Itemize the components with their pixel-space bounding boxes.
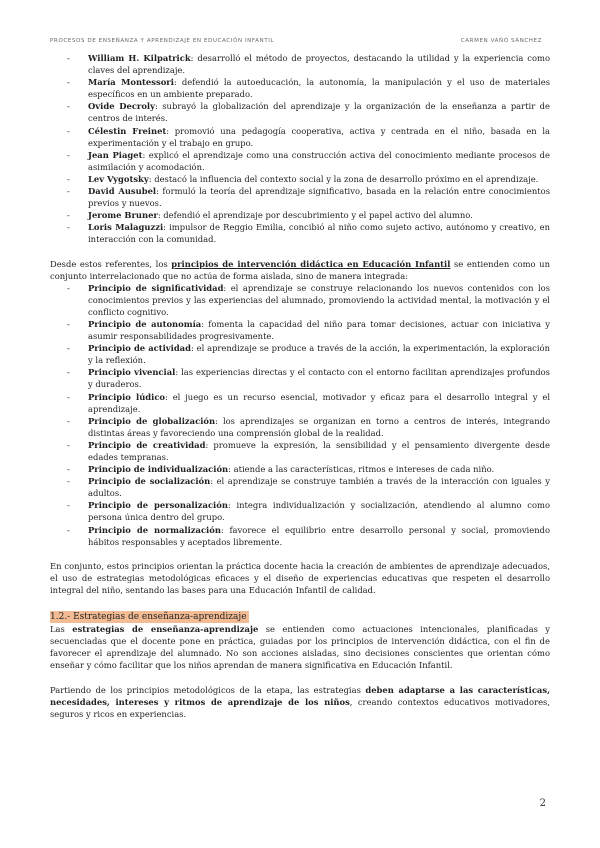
list-item: - Jean Piaget: explicó el aprendizaje como una construcción activa del conocimiento mediante procesos de asimilación y acomodación.	[50, 149, 550, 173]
section-title: 1.2.- Estrategias de enseñanza-aprendizaje	[50, 612, 247, 623]
list-item: - Principio de globalización: los aprendizajes se organizan en torno a centros de interés, integrando distintas áreas y favoreciendo una comprensión global de la realidad.	[50, 415, 550, 439]
conclusion-paragraph: En conjunto, estos principios orientan la práctica docente hacia la creación de ambientes de aprendizaje adecuados, el uso de estrategias metodológicas eficaces y el diseño de experiencias educativas que respeten el desarrollo integral del niño, sentando las bases para una Educación Infantil de calidad.	[50, 560, 550, 595]
principles-intro: Desde estos referentes, los principios de intervención didáctica en Educación Infantil se entienden como un conjunto interrelacionado que no actúa de forma aislada, sino de manera integrada:	[50, 258, 550, 281]
adaptation-emphasis: deben adaptarse a las características, necesidades, intereses y ritmos de aprendizaje de los niños	[50, 684, 550, 707]
adaptation-paragraph: Partiendo de los principios metodológicos de la etapa, las estrategias deben adaptarse a las características, necesidades, intereses y ritmos de aprendizaje de los niños, creando contextos educativos motivadores, seguros y ricos en experiencias.	[50, 684, 550, 719]
list-item: - David Ausubel: formuló la teoría del aprendizaje significativo, basada en la relación entre conocimientos previos y nuevos.	[50, 185, 550, 209]
list-item: - Principio de actividad: el aprendizaje se produce a través de la acción, la experimentación, la exploración y la reflexión.	[50, 342, 550, 366]
list-item: - Principio de personalización: integra individualización y socialización, atendiendo al alumno como persona única dentro del grupo.	[50, 499, 550, 523]
list-item: - Principio vivencial: las experiencias directas y el contacto con el entorno facilitan aprendizajes profundos y duraderos.	[50, 366, 550, 390]
list-item: - Lev Vygotsky: destacó la influencia del contexto social y la zona de desarrollo próximo en el aprendizaje.	[50, 173, 550, 185]
principles-term: principios de intervención didáctica en Educación Infantil	[171, 258, 451, 269]
list-item: - Principio de individualización: atiende a las características, ritmos e intereses de cada niño.	[50, 463, 550, 475]
list-item: - Jerome Bruner: defendió el aprendizaje por descubrimiento y el papel activo del alumno.	[50, 209, 550, 221]
list-item: - Loris Malaguzzi: impulsor de Reggio Emilia, concibió al niño como sujeto activo, autónomo y creativo, en interacción con la comunidad.	[50, 221, 550, 245]
authors-list	[50, 52, 550, 246]
list-item: - Principio de normalización: favorece el equilibrio entre desarrollo personal y social, promoviendo hábitos responsables y aceptados libremente.	[50, 524, 550, 548]
strategies-term: estrategias de enseñanza-aprendizaje	[72, 624, 259, 635]
list-item: - María Montessori: defendió la autoeducación, la autonomía, la manipulación y el uso de materiales específicos en un ambiente preparado.	[50, 76, 550, 100]
list-item: - Ovide Decroly: subrayó la globalización del aprendizaje y la organización de la enseñanza a partir de centros de interés.	[50, 100, 550, 124]
list-item: - Principio de creatividad: promueve la expresión, la sensibilidad y el pensamiento divergente desde edades tempranas.	[50, 439, 550, 463]
page-header	[50, 38, 542, 44]
list-item: - Principio lúdico: el juego es un recurso esencial, motivador y eficaz para el desarrollo integral y el aprendizaje.	[50, 391, 550, 415]
list-item: - William H. Kilpatrick: desarrolló el método de proyectos, destacando la utilidad y la experiencia como claves del aprendizaje.	[50, 52, 550, 76]
header-course-title: PROCESOS DE ENSEÑANZA Y APRENDIZAJE EN EDUCACIÓN INFANTIL	[50, 38, 275, 44]
page-number: 2	[539, 798, 546, 809]
page-body	[50, 52, 550, 720]
list-item: - Principio de autonomía: fomenta la capacidad del niño para tomar decisiones, actuar con iniciativa y asumir responsabilidades progresivamente.	[50, 318, 550, 342]
list-item: - Principio de socialización: el aprendizaje se construye también a través de la interacción con iguales y adultos.	[50, 475, 550, 499]
strategies-paragraph: Las estrategias de enseñanza-aprendizaje se entienden como actuaciones intencionales, planificadas y secuenciadas que el docente pone en práctica, guiadas por los principios de intervención didáctica, con el fin de favorecer el aprendizaje del alumnado. No son acciones aisladas, sino decisiones conscientes que orientan cómo enseñar y cómo facilitar que los niños aprendan de manera significativa en Educación Infantil.	[50, 624, 551, 671]
header-author: CARMEN VAÑÓ SÁNCHEZ	[460, 38, 542, 44]
list-item: - Célestin Freinet: promovió una pedagogía cooperativa, activa y centrada en el niño, basada en la experimentación y el trabajo en grupo.	[50, 125, 550, 149]
section-heading	[50, 610, 550, 623]
principles-list	[50, 282, 550, 548]
list-item: - Principio de significatividad: el aprendizaje se construye relacionando los nuevos contenidos con los conocimientos previos y las experiencias del alumnado, promoviendo la actividad mental, la motivación y el conflicto cognitivo.	[50, 282, 550, 318]
